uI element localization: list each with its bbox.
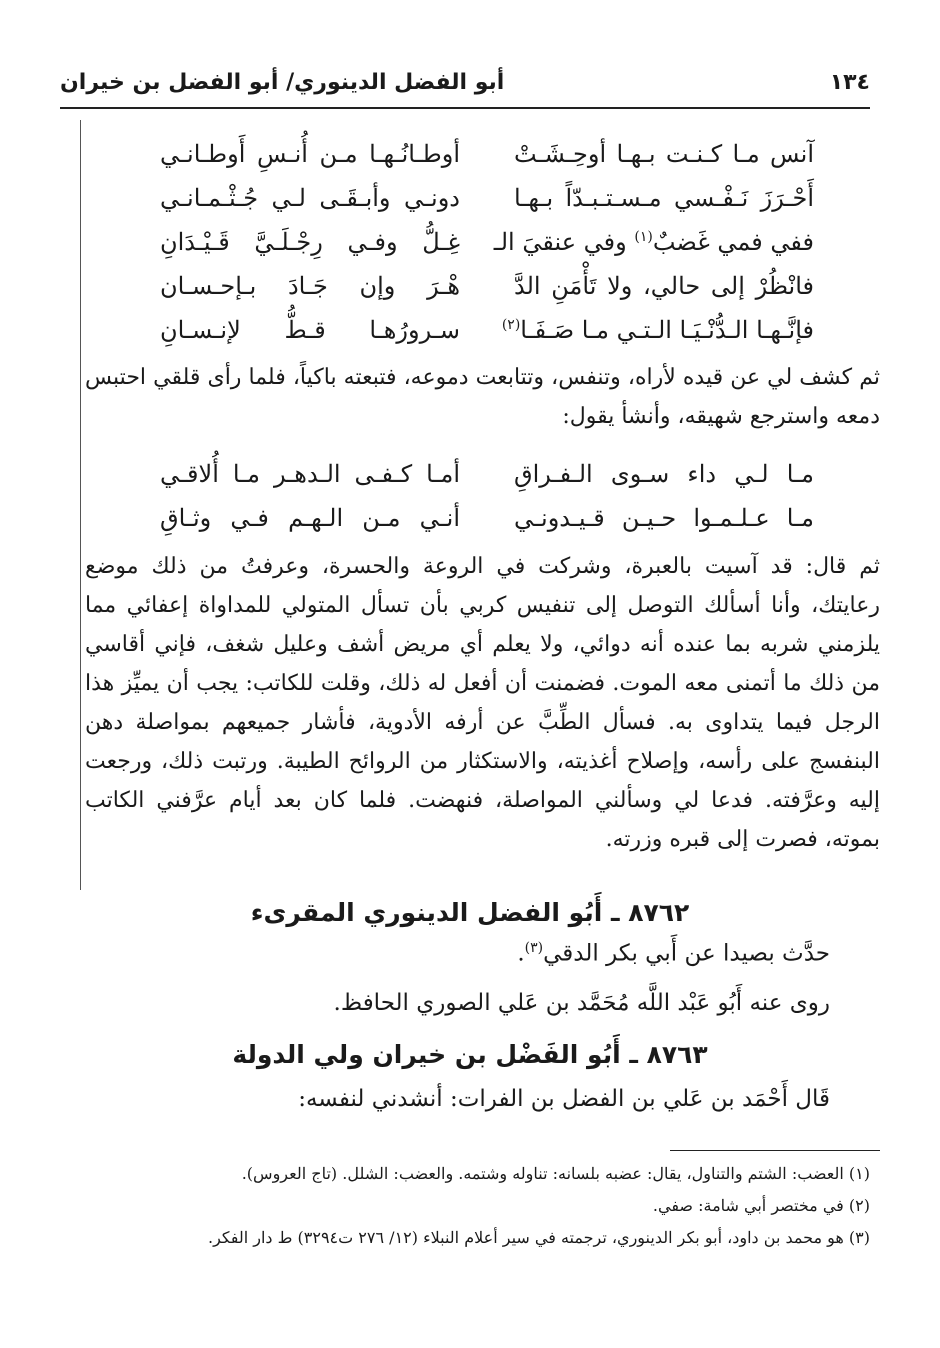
footnote-marker: (٢) (501, 317, 521, 333)
hemistich-text: ففي فمي غَضبٌ (652, 228, 814, 256)
header-rule (60, 107, 870, 109)
page-number: ١٣٤ (829, 69, 870, 95)
running-header (60, 62, 870, 102)
paragraph-text: ثم كشف لي عن قيده لأراه، وتنفس، وتتابعت دموعه، فتبعته باكياً، فلما رأى قلقي احتبس دمعه واسترجع شهيقه، وأنشأ يقول: (85, 365, 880, 429)
verse-second-hemistich: هْـرَ وإن جَـادَ بـإحـسـان (160, 272, 460, 300)
entry-text: حدَّث بصيدا عن أَبي بكر الدقي (543, 940, 830, 967)
verse (100, 264, 820, 308)
paragraph-text: ثم قال: قد آسيت بالعبرة، وشركت في الروعة والحسرة، وعرفتُ من ذلك موضع رعايتك، وأنا أسألك التوصل إلى تنفيس كربي بأن تسأل المتولي للمداواة إعفائي مما يلزمني شربه بما عنده أنه دوائي، ولا يعلم أي مريض أشف وعليل شغف، فإني أقاسي من ذلك ما أتمنى معه الموت. فضمنت أن أفعل له ذلك، وقلت للكاتب: يجب أن يميِّز هذا الرجل فيما يتداوى به. فسأل الطِّبَّ عن أرفه الأدوية، فأشار جميعهم بمواصلة دهن البنفسج على رأسه، وإصلاح أغذيته، والاستكثار من الروائح الطيبة. ورتبت ذلك، ورجعت إليه وعرَّفته. فدعا لي وسألني المواصلة، فنهضت. فلما كان بعد أيام عرَّفني الكاتب بموته، فصرت إلى قبره وزرته. (85, 554, 880, 852)
entry-text-line: قَال أَحْمَد بن عَلي بن الفضل بن الفرات: أنشدني لنفسه: (298, 1086, 830, 1112)
verse-second-hemistich: أوطـانُـهـا مـن أُنـسِ أَوطـانـي (160, 140, 460, 168)
verse-first-hemistich: مـا عـلـمـوا حـيـن قـيـدونـي (514, 504, 814, 532)
entry-text-line (100, 940, 830, 967)
entry-text-line: روى عنه أَبُو عَبْد اللَّه مُحَمَّد بن عَلي الصوري الحافظ. (333, 990, 830, 1016)
footnotes (140, 1158, 870, 1254)
verse-first-hemistich (493, 228, 814, 256)
poem-one (100, 132, 820, 352)
margin-line (80, 120, 81, 890)
verse-second-hemistich: سـرورُهـا قـطُّ لإنـسـانِ (160, 316, 460, 344)
running-title: أبو الفضل الدينوري/ أبو الفضل بن خيران (60, 69, 505, 95)
footnote: (١) العضب: الشتم والتناول، يقال: عضبه بلسانه: تناوله وشتمه. والعضب: الشلل. (تاج العروس). (241, 1164, 870, 1183)
footnote-marker: (٣) (524, 940, 544, 956)
hemistich-text: وفي عنقيَ الـ (493, 228, 635, 256)
prose-paragraph (85, 547, 880, 859)
verse-second-hemistich: أمـا كـفـى الـدهـر مـا أُلاقـي (160, 460, 460, 488)
verse-second-hemistich: أنـي مـن الـهـم فـي وثـاقِ (160, 504, 460, 532)
hemistich-text: فإنَّـهـا الـدُّنْـيَـا الـتـي مـا صَـفَـا (520, 316, 814, 344)
verse-first-hemistich: آنس مـا كـنـت بـهـا أوحِـشَـتْ (514, 140, 814, 168)
verse-second-hemistich: غِـلُّ وفـي رِجْـلَـيَّ قَـيْـدَانِ (160, 228, 460, 256)
verse (100, 220, 820, 264)
verse-second-hemistich: دونـي وأبـقَـى لـي جُـثْـمـانـي (160, 184, 460, 212)
footnote: (٣) هو محمد بن داود، أبو بكر الدينوري، ترجمته في سير أعلام النبلاء (١٢/ ٢٧٦ ت٣٢٩٤) ط دار الفكر. (208, 1228, 870, 1247)
entry-heading: ٨٧٦٢ ـ أَبُو الفضل الدينوري المقرىء (250, 898, 690, 927)
verse (100, 176, 820, 220)
footnote-rule (670, 1150, 880, 1151)
verse-first-hemistich: أَحْـرَزَ نَـفْـسي مـسـتـبـدّاً بـهـا (514, 184, 814, 212)
poem-two (100, 452, 820, 540)
verse (100, 452, 820, 496)
verse-first-hemistich: فانْظُرْ إلى حالي، ولا تَأْمَنِ الدَّ (514, 272, 814, 300)
entry-heading: ٨٧٦٣ ـ أَبُو الفَضْل بن خيران ولي الدولة (232, 1040, 708, 1069)
footnote-marker: (١) (634, 229, 653, 245)
verse (100, 132, 820, 176)
prose-paragraph (85, 358, 880, 436)
verse-first-hemistich (501, 316, 814, 344)
footnote: (٢) في مختصر أبي شامة: صفي. (652, 1196, 870, 1215)
entry-text: . (517, 940, 525, 967)
verse (100, 308, 820, 352)
verse-first-hemistich: مـا لـي داء سـوى الـفـراقِ (514, 460, 814, 488)
verse (100, 496, 820, 540)
